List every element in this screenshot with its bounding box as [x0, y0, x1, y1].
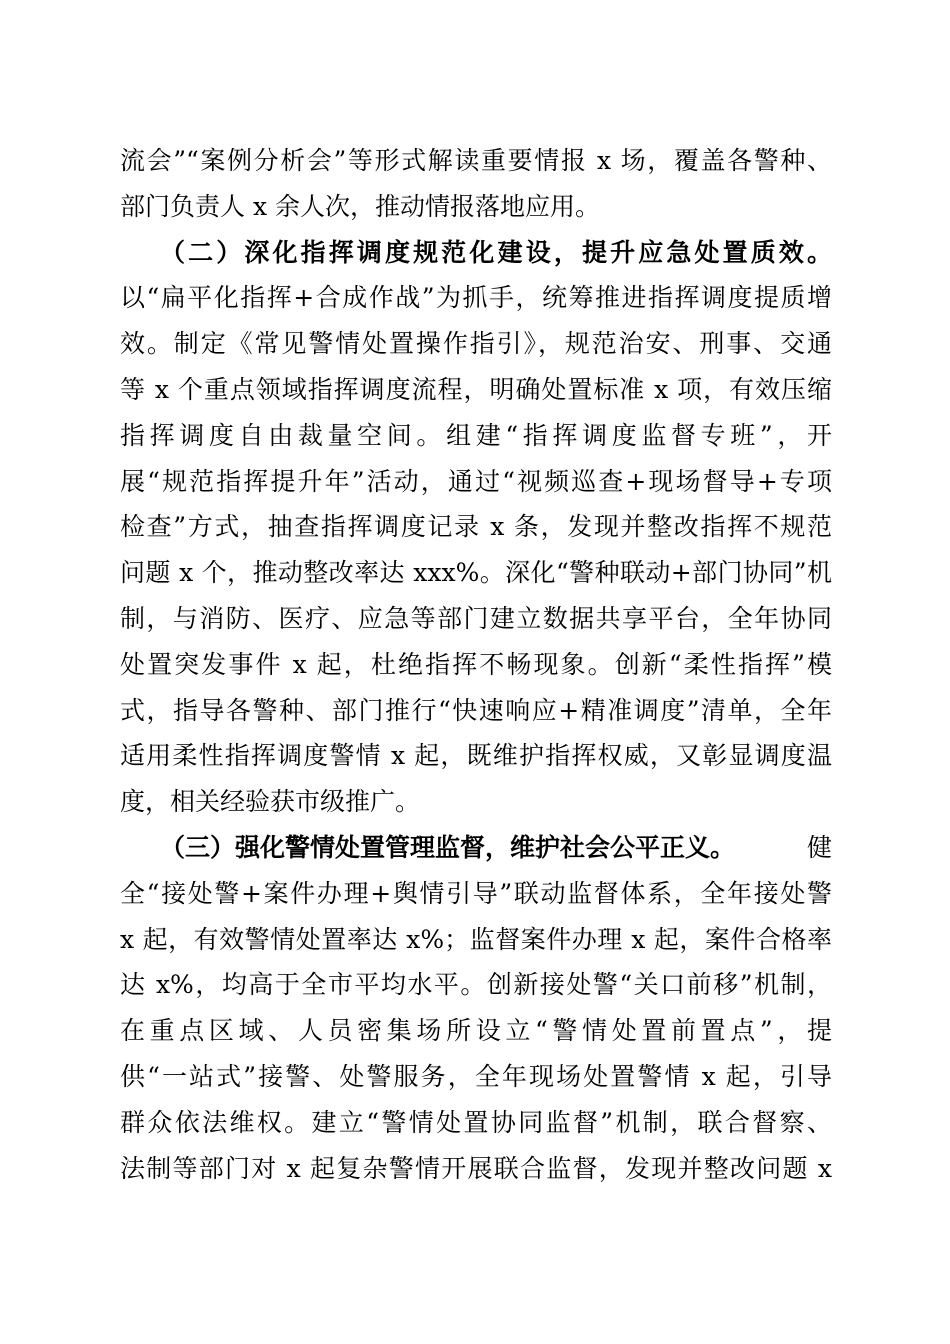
- text-line: 达 x%，均高于全市平均水平。创新接处警“关口前移”机制，: [120, 970, 832, 1000]
- text-line: 检查”方式，抽查指挥调度记录 x 条，发现并整改指挥不规范: [120, 512, 832, 542]
- text-line: 制，与消防、医疗、应急等部门建立数据共享平台，全年协同: [120, 603, 832, 633]
- text-line: 法制等部门对 x 起复杂警情开展联合监督，发现并整改问题 x: [120, 1153, 832, 1183]
- text-line: 以“扁平化指挥+合成作战”为抓手，统筹推进指挥调度提质增: [120, 283, 832, 313]
- text-line: 效。制定《常见警情处置操作指引》，规范治安、刑事、交通: [120, 329, 832, 359]
- text-line: 适用柔性指挥调度警情 x 起，既维护指挥权威，又彰显调度温: [120, 741, 832, 771]
- text-line: 式，指导各警种、部门推行“快速响应+精准调度”清单，全年: [120, 695, 832, 725]
- text-line: 群众依法维权。建立“警情处置协同监督”机制，联合督察、: [120, 1107, 832, 1137]
- text-line: 度，相关经验获市级推广。: [120, 787, 421, 817]
- text-line: 指挥调度自由裁量空间。组建“指挥调度监督专班”，开: [120, 420, 832, 450]
- text-line: 处置突发事件 x 起，杜绝指挥不畅现象。创新“柔性指挥”模: [120, 649, 832, 679]
- text-line: 流会”“案例分析会”等形式解读重要情报 x 场，覆盖各警种、: [120, 146, 832, 175]
- text-line: 等 x 个重点领域指挥调度流程，明确处置标准 x 项，有效压缩: [120, 374, 832, 404]
- text-line: 在重点区域、人员密集场所设立“警情处置前置点”，提: [120, 1016, 832, 1046]
- text-line: 全“接处警+案件办理+舆情引导”联动监督体系，全年接处警: [120, 878, 832, 908]
- text-line: 问题 x 个，推动整改率达 xxx%。深化“警种联动+部门协同”机: [120, 558, 832, 588]
- section-heading-3: （三）强化警情处置管理监督，维护社会公平正义。: [160, 832, 736, 862]
- text-line: 供“一站式”接警、处警服务，全年现场处置警情 x 起，引导: [120, 1061, 832, 1091]
- text-fragment: 健: [806, 832, 832, 862]
- section-line-3: [120, 825, 832, 871]
- document-body: [120, 138, 832, 1191]
- text-line: 部门负责人 x 余人次，推动情报落地应用。: [120, 191, 600, 221]
- text-line: x 起，有效警情处置率达 x%；监督案件办理 x 起，案件合格率: [120, 924, 832, 954]
- section-heading-2: （二）深化指挥调度规范化建设，提升应急处置质效。: [160, 237, 832, 267]
- text-line: 展“规范指挥提升年”活动，通过“视频巡查+现场督导+专项: [120, 466, 832, 496]
